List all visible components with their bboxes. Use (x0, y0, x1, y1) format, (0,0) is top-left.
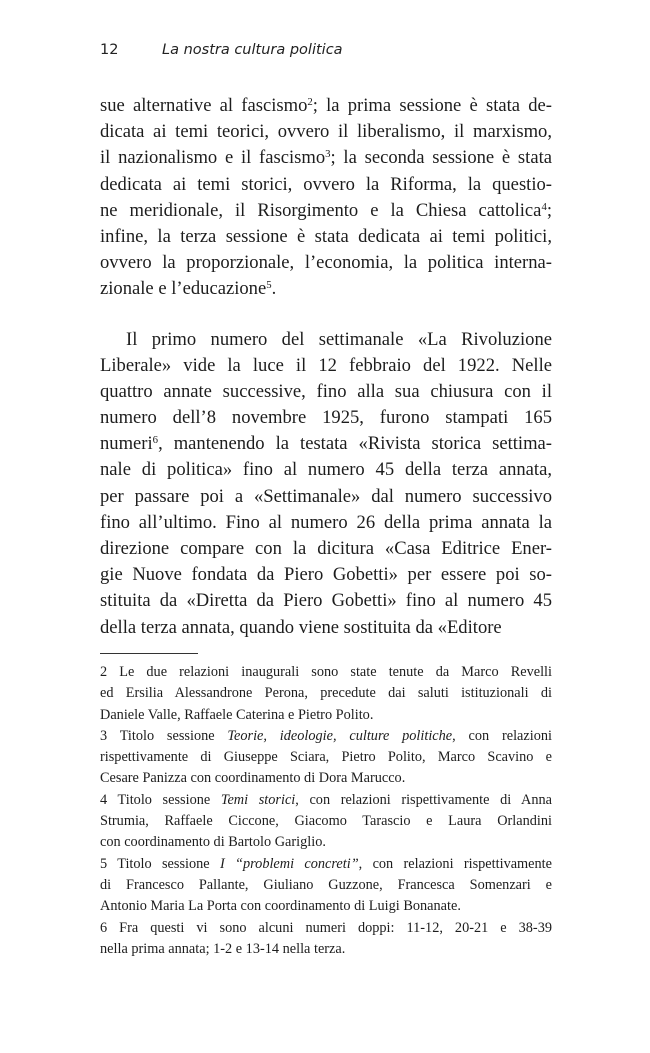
footnote-italic: Temi storici (220, 791, 296, 808)
line-text: dicata ai temi teorici, ovvero il liberalismo, il marxismo, (100, 121, 552, 143)
body-line (100, 172, 552, 198)
body-line (100, 379, 552, 405)
body-line (100, 198, 552, 224)
body-line (100, 588, 552, 614)
body-line (100, 276, 552, 302)
line-text: gie Nuove fondata da Piero Gobetti» per essere poi so- (100, 564, 552, 586)
line-text: ne meridionale, il Risorgimento e la Chiesa cattolica (100, 199, 542, 221)
line-text: sue alternative al fascismo (100, 95, 308, 116)
line-text: , mantenendo la testata «Rivista storica settima- (158, 433, 552, 455)
line-text: fino all’ultimo. Fino al numero 26 della prima annata la (100, 511, 552, 533)
footnote-text: 3 Titolo sessione (100, 727, 228, 744)
footnote-line (100, 662, 552, 683)
footnote-text: Antonio Maria La Porta con coordinamento di Luigi Bonanate. (100, 898, 461, 915)
footnote-ref: 5 (266, 279, 272, 292)
body-line (100, 536, 552, 562)
body-line (100, 510, 552, 536)
line-text: stituita da «Diretta da Piero Gobetti» fino al numero 45 (100, 590, 552, 612)
body-line (100, 224, 552, 250)
footnote-line (100, 790, 552, 811)
footnote-text: Strumia, Raffaele Ciccone, Giacomo Tarascio e Laura Orlandini (100, 813, 552, 830)
page-number: 12 (100, 42, 119, 58)
footnote-text: rispettivamente di Giuseppe Sciara, Pietro Polito, Marco Scavino e (100, 749, 552, 766)
footnote-line (100, 896, 552, 917)
body-line (100, 145, 552, 171)
footnote-ref: 4 (541, 200, 547, 213)
line-text: dedicata ai temi storici, ovvero la Riforma, la questio- (100, 173, 552, 195)
footnote-line (100, 811, 552, 832)
line-text: ; (546, 199, 552, 221)
paragraph-gap (100, 303, 552, 327)
footnote-text: , con relazioni rispettivamente (358, 855, 552, 872)
body-line (100, 353, 552, 379)
body-line (100, 119, 552, 145)
footnote-text: 4 Titolo sessione (100, 791, 221, 808)
line-text: zionale e l’educazione (100, 278, 267, 300)
footnote-separator (100, 653, 198, 654)
footnote-line (100, 854, 552, 875)
footnote-text: 6 Fra questi vi sono alcuni numeri doppi: 11-12, 20-21 e 38-39 (100, 919, 552, 936)
line-text: quattro annate successive, fino alla sua chiusura con il (100, 380, 552, 402)
line-text: nale di politica» fino al numero 45 della terza annata, (100, 459, 552, 481)
line-text: direzione compare con la dicitura «Casa Editrice Ener- (100, 538, 552, 559)
line-text: ; la seconda sessione è stata (330, 147, 552, 169)
footnote-ref: 2 (307, 96, 313, 109)
footnote-text: nella prima annata; 1-2 e 13-14 nella terza. (100, 940, 346, 957)
footnote-text: , con relazioni rispettivamente di Anna (295, 791, 552, 808)
running-title: La nostra cultura politica (162, 42, 343, 58)
footnote-text: Daniele Valle, Raffaele Caterina e Pietro Polito. (100, 706, 374, 723)
body-line (100, 405, 552, 431)
footnote-line (100, 747, 552, 768)
line-text: ; la prima sessione è stata de- (312, 95, 552, 116)
footnote-line (100, 832, 552, 853)
body-line (100, 431, 552, 457)
footnote-text: 2 Le due relazioni inaugurali sono state tenute da Marco Revelli (100, 664, 552, 680)
body-line (100, 93, 552, 119)
body-line (100, 327, 552, 353)
line-text: per passare poi a «Settimanale» dal numero successivo (100, 485, 552, 507)
line-text: ovvero la proporzionale, l’economia, la politica interna- (100, 252, 552, 274)
footnote-line (100, 705, 552, 726)
line-text: Liberale» vide la luce il 12 febbraio del 1922. Nelle (100, 354, 552, 376)
footnote-line (100, 939, 552, 960)
running-header (100, 42, 343, 58)
footnote-text: di Francesco Pallante, Giuliano Guzzone, Francesca Somenzari e (100, 876, 552, 893)
footnotes (100, 662, 552, 960)
line-text: numeri (100, 433, 153, 455)
footnote-text: con coordinamento di Bartolo Gariglio. (100, 834, 326, 851)
body-line (100, 562, 552, 588)
footnote-line (100, 683, 552, 704)
line-text: Il primo numero del settimanale «La Rivoluzione (126, 328, 552, 350)
body-line (100, 615, 552, 641)
footnote-ref: 6 (152, 434, 159, 447)
body-line (100, 457, 552, 483)
footnote-line (100, 875, 552, 896)
body-line (100, 484, 552, 510)
line-text: . (271, 278, 277, 300)
footnote-line (100, 726, 552, 747)
footnote-line (100, 918, 552, 939)
footnote-line (100, 768, 552, 789)
footnote-italic: Teorie, ideologie, culture politiche (227, 727, 453, 744)
footnote-text: ed Ersilia Alessandrone Perona, precedute dai saluti istituzionali di (100, 685, 552, 702)
line-text: numero dell’8 novembre 1925, furono stampati 165 (100, 407, 552, 429)
line-text: il nazionalismo e il fascismo (100, 147, 326, 169)
footnote-text: Cesare Panizza con coordinamento di Dora Marucco. (100, 770, 406, 787)
body-text (100, 93, 552, 641)
body-line (100, 250, 552, 276)
footnote-text: 5 Titolo sessione (100, 855, 220, 872)
line-text: infine, la terza sessione è stata dedicata ai temi politici, (100, 225, 552, 247)
footnote-italic: I “problemi concreti” (219, 855, 359, 872)
line-text: della terza annata, quando viene sostituita da «Editore (100, 616, 502, 638)
footnote-text: , con relazioni (452, 727, 552, 744)
footnote-ref: 3 (325, 148, 331, 161)
